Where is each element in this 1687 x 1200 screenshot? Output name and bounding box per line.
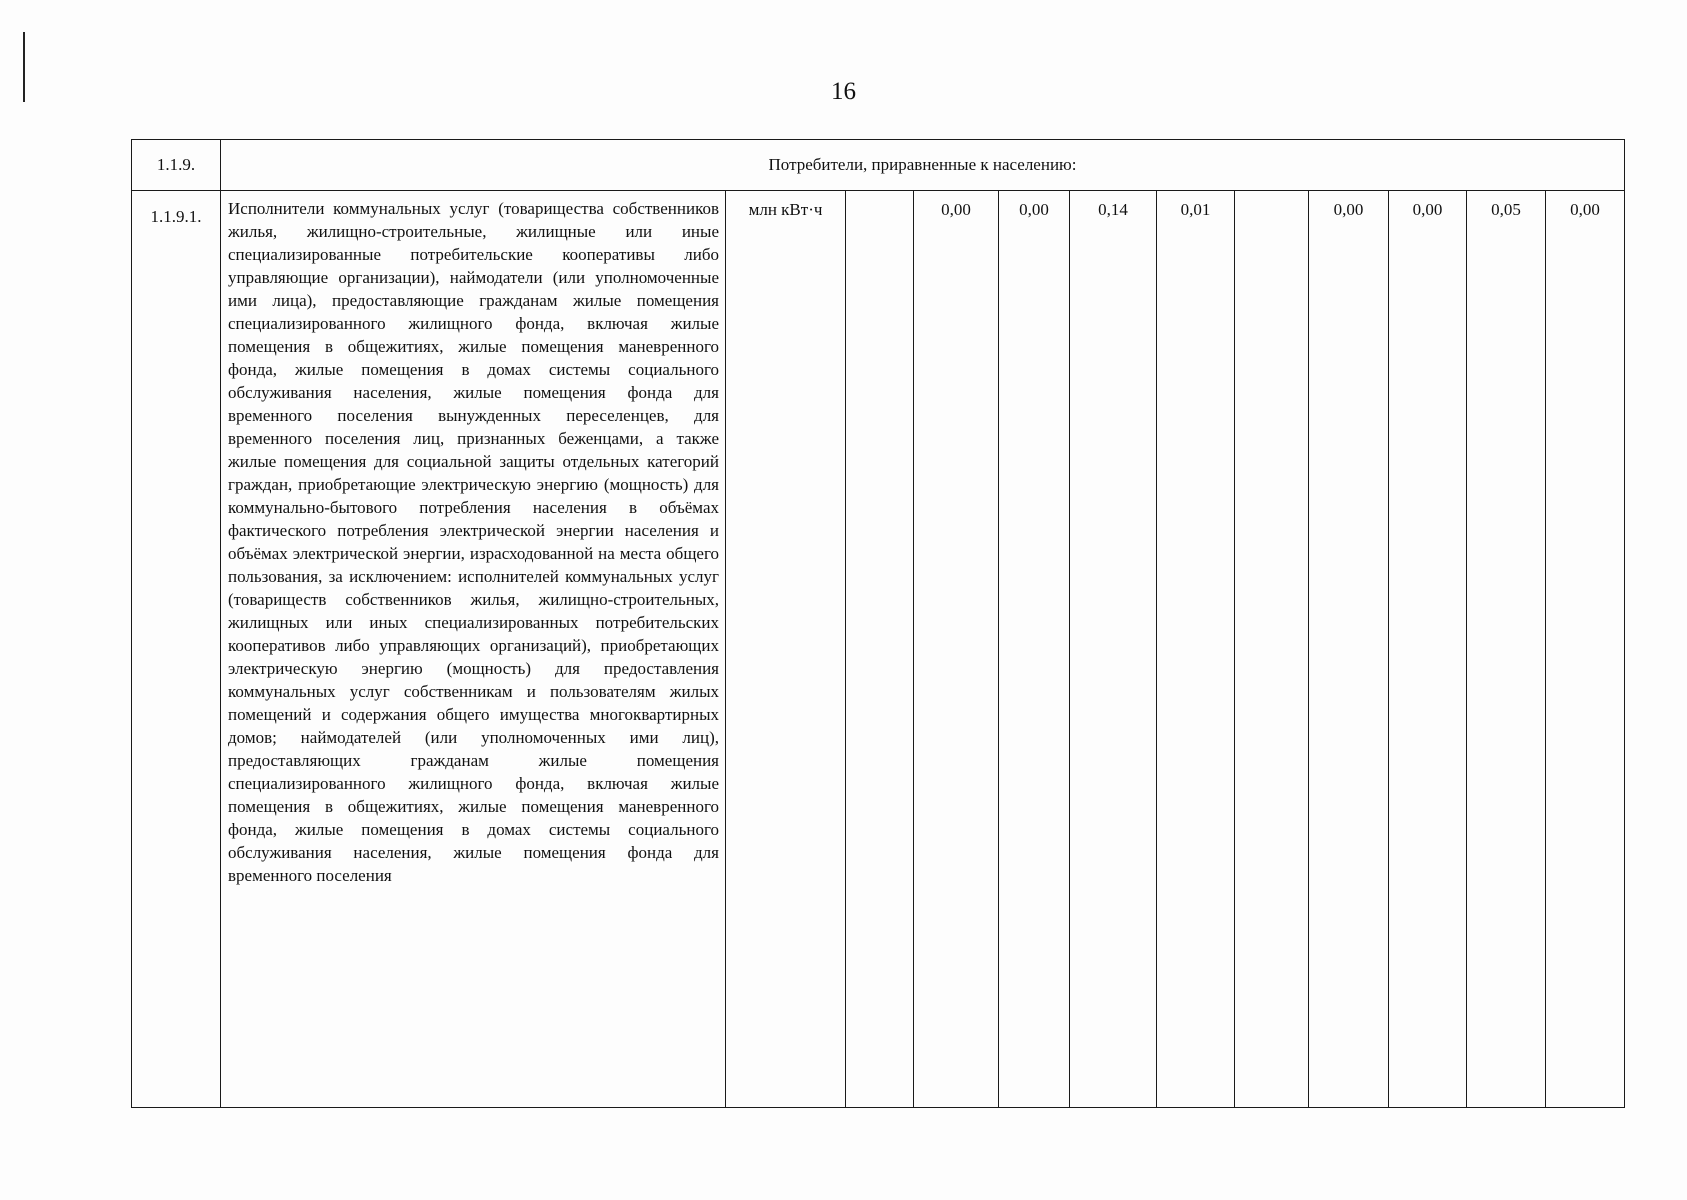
value-cell-5: 0,01 <box>1157 191 1235 1108</box>
value-cell-2: 0,00 <box>914 191 999 1108</box>
row-unit: млн кВт·ч <box>726 191 846 1108</box>
section-code: 1.1.9. <box>132 140 221 191</box>
row-description: Исполнители коммунальных услуг (товарищества собственников жилья, жилищно-строительные, жилищные или иные специализированные потребительские кооперативы либо управляющие организации), наймодатели (или уполномоченные ими лица), предоставляющие гражданам жилые помещения специализированного жилищного фонда, включая жилые помещения в общежитиях, жилые помещения маневренного фонда, жилые помещения в домах системы социального обслуживания населения, жилые помещения фонда для временного поселения вынужденных переселенцев, для временного поселения лиц, признанных беженцами, а также жилые помещения для социальной защиты отдельных категорий граждан, приобретающие электрическую энергию (мощность) для коммунально-бытового потребления населения в объёмах фактического потребления электрической энергии населения и объёмах электрической энергии, израсходованной на места общего пользования, за исключением: исполнителей коммунальных услуг (товариществ собственников жилья, жилищно-строительных, жилищных или иных специализированных потребительских кооперативов либо управляющих организаций), приобретающих электрическую энергию (мощность) для предоставления коммунальных услуг собственникам и пользователям жилых помещений и содержания общего имущества многоквартирных домов; наймодателей (или уполномоченных ими лиц), предоставляющих гражданам жилые помещения специализированного жилищного фонда, включая жилые помещения в общежитиях, жилые помещения маневренного фонда, жилые помещения в домах системы социального обслуживания населения, жилые помещения фонда для временного поселения <box>221 191 726 1108</box>
value-cell-8: 0,00 <box>1389 191 1467 1108</box>
value-cell-10: 0,00 <box>1546 191 1625 1108</box>
row-code: 1.1.9.1. <box>132 191 221 1108</box>
section-title: Потребители, приравненные к населению: <box>221 140 1625 191</box>
value-cell-6 <box>1235 191 1309 1108</box>
data-table <box>131 139 1625 1108</box>
value-cell-7: 0,00 <box>1309 191 1389 1108</box>
value-cell-4: 0,14 <box>1070 191 1157 1108</box>
table-row <box>132 191 1625 1108</box>
value-cell-3: 0,00 <box>999 191 1070 1108</box>
value-cell-1 <box>846 191 914 1108</box>
value-cell-9: 0,05 <box>1467 191 1546 1108</box>
section-row <box>132 140 1625 191</box>
page-number: 16 <box>831 78 856 105</box>
